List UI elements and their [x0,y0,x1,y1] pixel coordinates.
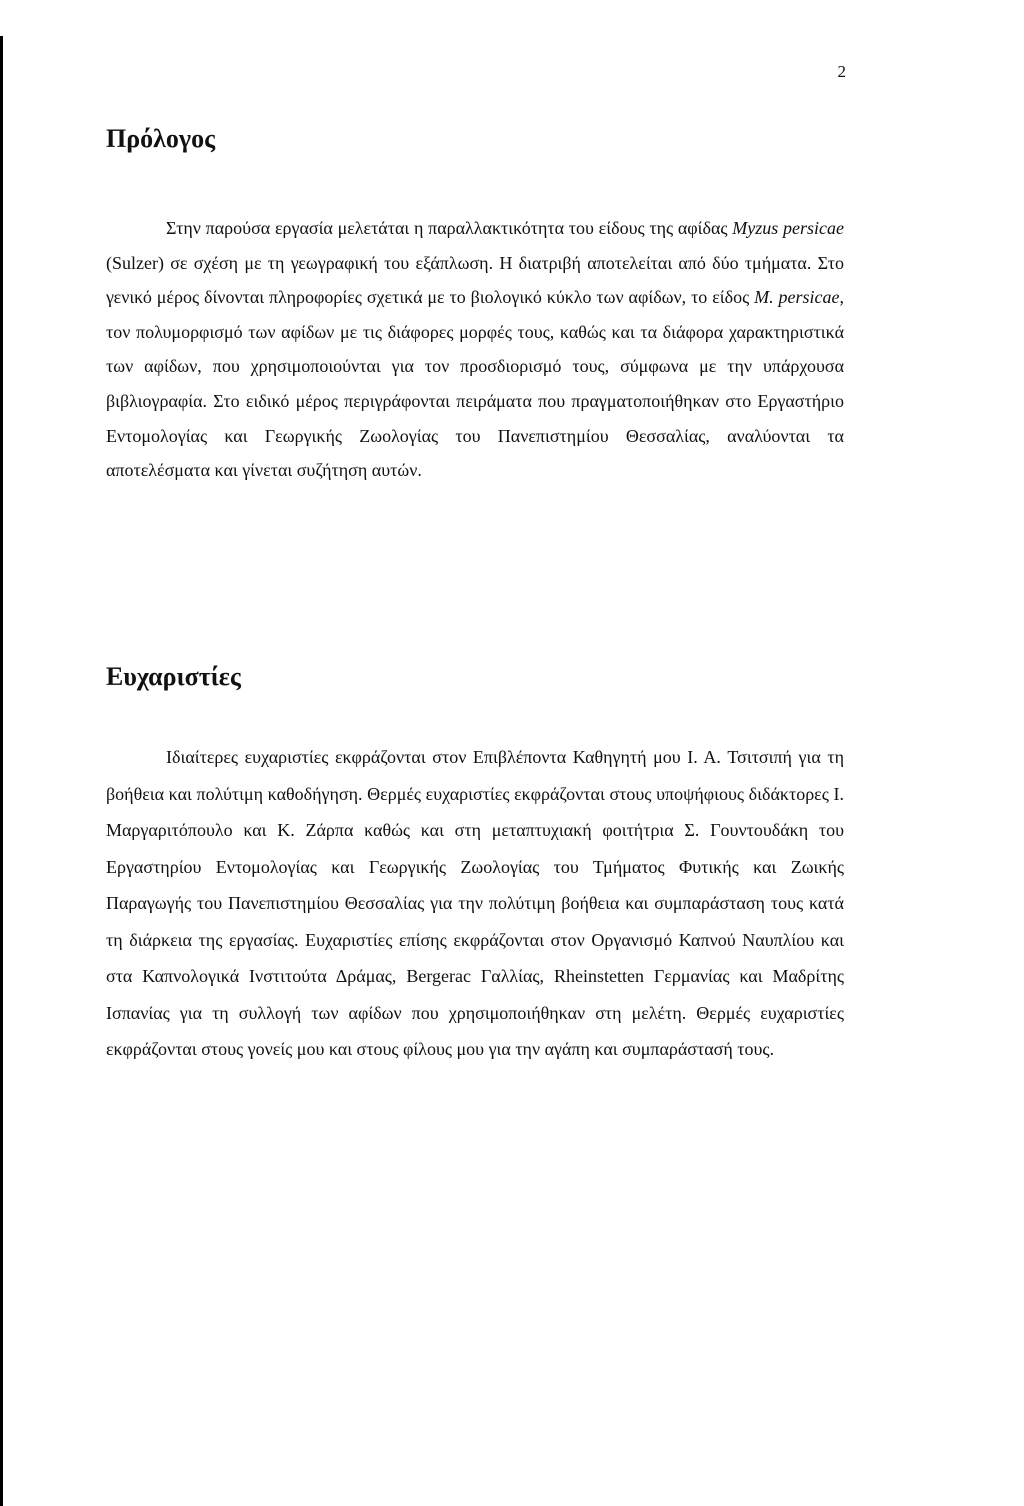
species-name: Myzus persicae [732,218,844,238]
preface-heading: Πρόλογος [106,124,216,153]
preface-text-2: (Sulzer) σε σχέση με τη γεωγραφική του εξάπλωση. [106,252,494,273]
preface-paragraph [106,211,844,488]
acknowledgements-heading: Ευχαριστίες [106,662,241,691]
species-abbrev: M. persicae [754,287,840,308]
scan-edge-line [0,36,3,1506]
page-number: 2 [837,62,846,81]
preface-text-4: , τον πολυμορφισμό των αφίδων με τις διάφορες μορφές τους, καθώς και τα διάφορα χαρακτηριστικά των αφίδων, που χρησιμοποιούνται για τον προσδιορισμό τους, σύμφωνα με την υπάρχουσα βιβλιογραφία. Στο ειδικό μέρος περιγράφονται πειράματα που πραγματοποιήθηκαν στο Εργαστήριο Εντομολογίας και Γεωργικής Ζωολογίας του Πανεπιστημίου Θεσσαλίας, αναλύονται τα αποτελέσματα και γίνεται συζήτηση αυτών. [106,287,844,481]
acknowledgements-paragraph: Ιδιαίτερες ευχαριστίες εκφράζονται στον Επιβλέποντα Καθηγητή μου I. A. Τσιτσιπή για τη βοήθεια και πολύτιμη καθοδήγηση. Θερμές ευχαριστίες εκφράζονται στους υποψήφιους διδάκτορες I. Μαργαριτόπουλο και K. Ζάρπα καθώς και στη μεταπτυχιακή φοιτήτρια Σ. Γουντουδάκη του Εργαστηρίου Εντομολογίας και Γεωργικής Ζωολογίας του Τμήματος Φυτικής και Ζωικής Παραγωγής του Πανεπιστημίου Θεσσαλίας για την πολύτιμη βοήθεια και συμπαράσταση τους κατά τη διάρκεια της εργασίας. Ευχαριστίες επίσης εκφράζονται στον Οργανισμό Καπνού Ναυπλίου και στα Καπνολογικά Ινστιτούτα Δράμας, Bergerac Γαλλίας, Rheinstetten Γερμανίας και Μαδρίτης Ισπανίας για τη συλλογή των αφίδων που χρησιμοποιήθηκαν στη μελέτη. Θερμές ευχαριστίες εκφράζονται στους γονείς μου και στους φίλους μου για την αγάπη και συμπαράστασή τους. [106,747,844,1059]
preface-text-3: Η διατριβή αποτελείται από δύο τμήματα. Στο γενικό μέρος δίνονται πληροφορίες σχετικά με το βιολογικό κύκλο των αφίδων, το είδος [106,252,844,308]
preface-text-1: Στην παρούσα εργασία μελετάται η παραλλακτικότητα του είδους της αφίδας [166,218,733,238]
